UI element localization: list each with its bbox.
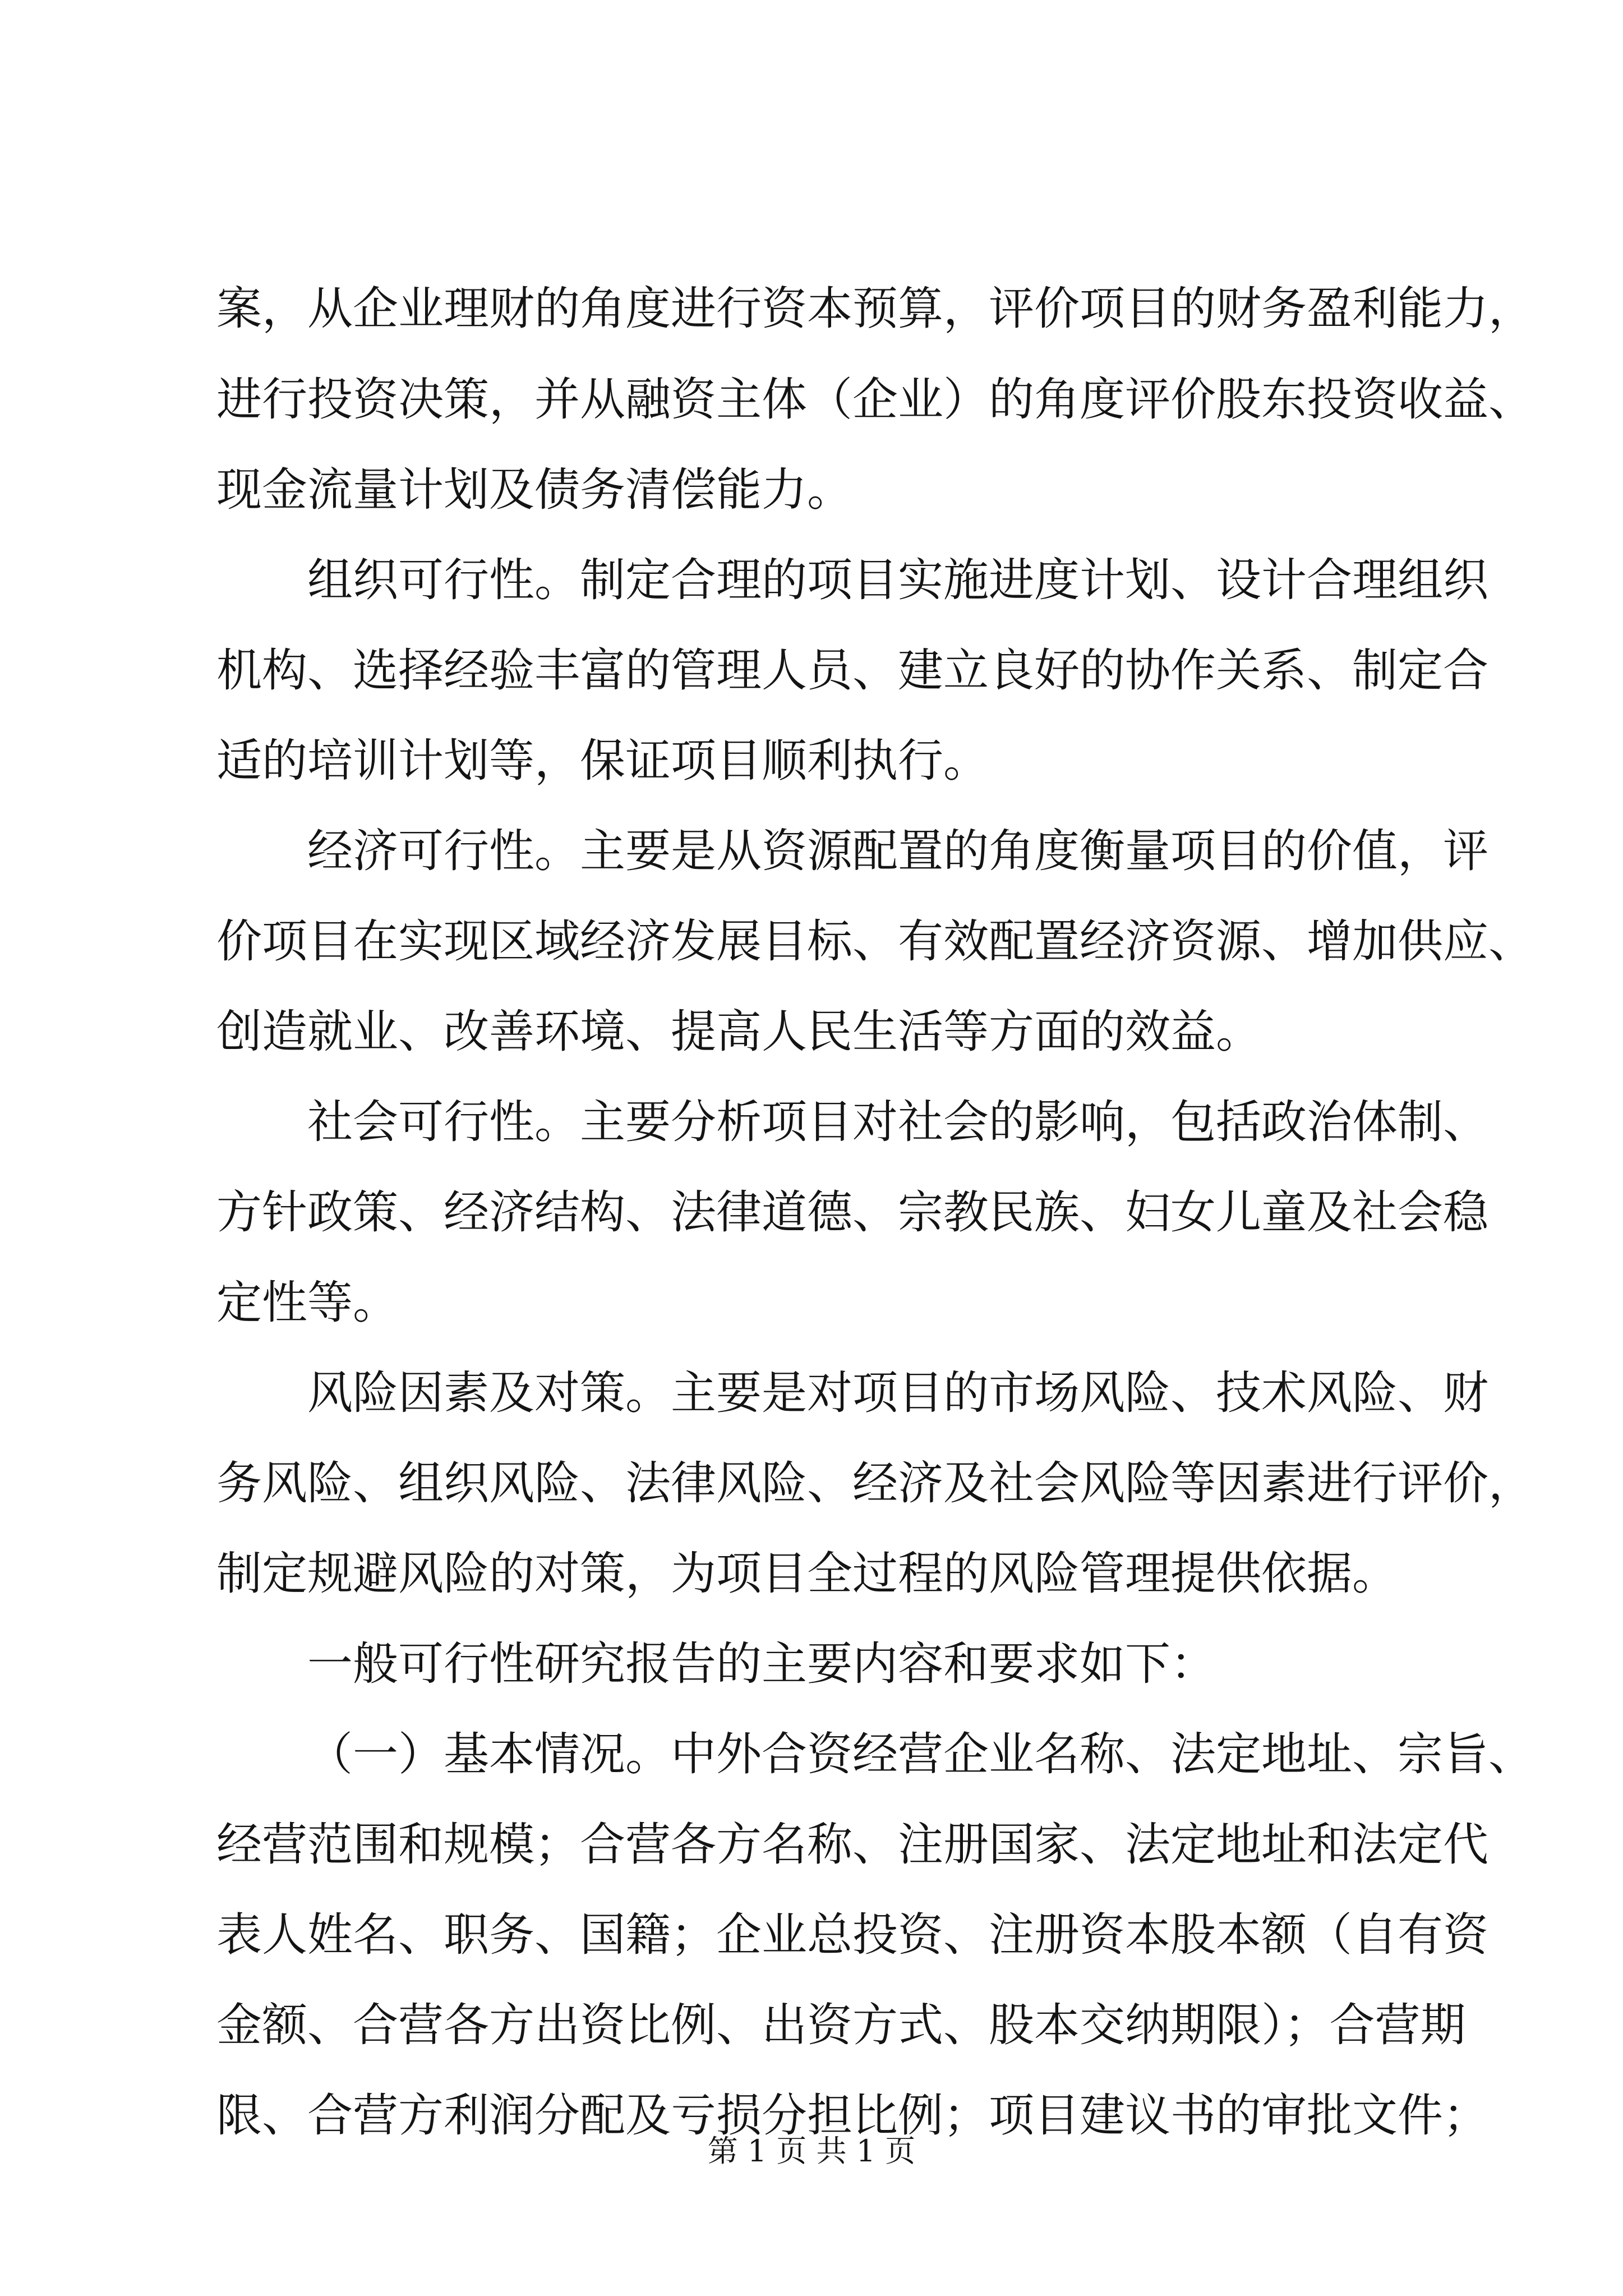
paragraph-line: 限、合营方利润分配及亏损分担比例；项目建议书的审批文件； [216,2090,1489,2142]
paragraph-line: 风险因素及对策。主要是对项目的市场风险、技术风险、财 [307,1367,1489,1420]
paragraph-line: 一般可行性研究报告的主要内容和要求如下： [307,1638,1216,1691]
paragraph-line: 金额、合营各方出资比例、出资方式、股本交纳期限）；合营期 [216,1999,1466,2052]
paragraph-line: 社会可行性。主要分析项目对社会的影响，包括政治体制、 [307,1096,1489,1149]
paragraph-line: 组织可行性。制定合理的项目实施进度计划、设计合理组织 [307,554,1489,607]
paragraph-line: 机构、选择经验丰富的管理人员、建立良好的协作关系、制定合 [216,645,1489,697]
paragraph-line: 表人姓名、职务、国籍；企业总投资、注册资本股本额（自有资 [216,1909,1489,1962]
page-number-footer: 第 1 页 共 1 页 [707,2133,916,2169]
paragraph-line: 制定规避风险的对策，为项目全过程的风险管理提供依据。 [216,1548,1398,1600]
paragraph-line: 创造就业、改善环境、提高人民生活等方面的效益。 [216,1006,1262,1059]
paragraph-line: 方针政策、经济结构、法律道德、宗教民族、妇女儿童及社会稳 [216,1186,1489,1239]
paragraph-line: 进行投资决策，并从融资主体（企业）的角度评价股东投资收益、 [216,374,1534,426]
paragraph-line: 经济可行性。主要是从资源配置的角度衡量项目的价值，评 [307,825,1489,878]
paragraph-line: 适的培训计划等，保证项目顺利执行。 [216,735,989,788]
paragraph-line: 价项目在实现区域经济发展目标、有效配置经济资源、增加供应、 [216,915,1534,968]
paragraph-line: 定性等。 [216,1277,399,1329]
paragraph-line: 现金流量计划及债务清偿能力。 [216,464,853,517]
paragraph-line: 案，从企业理财的角度进行资本预算，评价项目的财务盈利能力， [216,283,1534,335]
paragraph-line: （一）基本情况。中外合资经营企业名称、法定地址、宗旨、 [307,1728,1534,1781]
paragraph-line: 务风险、组织风险、法律风险、经济及社会风险等因素进行评价， [216,1457,1534,1510]
paragraph-line: 经营范围和规模；合营各方名称、注册国家、法定地址和法定代 [216,1819,1489,1871]
